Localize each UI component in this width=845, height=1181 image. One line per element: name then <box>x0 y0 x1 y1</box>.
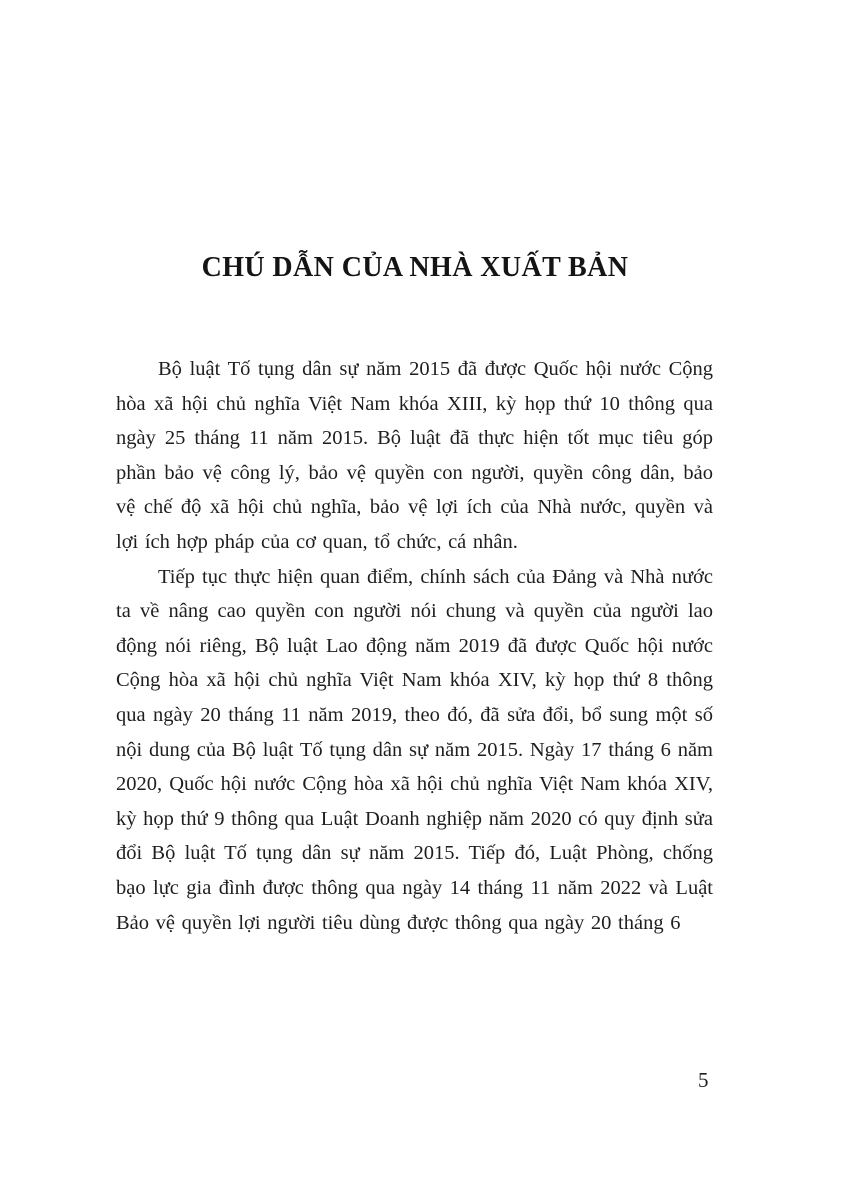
page-title: CHÚ DẪN CỦA NHÀ XUẤT BẢN <box>201 252 629 283</box>
paragraph: Bộ luật Tố tụng dân sự năm 2015 đã được Quốc hội nước Cộng hòa xã hội chủ nghĩa Việt Nam khóa XIII, kỳ họp thứ 10 thông qua ngày 25 tháng 11 năm 2015. Bộ luật đã thực hiện tốt mục tiêu góp phần bảo vệ công lý, bảo vệ quyền con người, quyền công dân, bảo vệ chế độ xã hội chủ nghĩa, bảo vệ lợi ích của Nhà nước, quyền và lợi ích hợp pháp của cơ quan, tổ chức, cá nhân. <box>116 358 713 553</box>
body-text <box>116 352 713 940</box>
page-number: 5 <box>698 1068 709 1092</box>
paragraph: Tiếp tục thực hiện quan điểm, chính sách của Đảng và Nhà nước ta về nâng cao quyền con người nói chung và quyền của người lao động nói riêng, Bộ luật Lao động năm 2019 đã được Quốc hội nước Cộng hòa xã hội chủ nghĩa Việt Nam khóa XIV, kỳ họp thứ 8 thông qua ngày 20 tháng 11 năm 2019, theo đó, đã sửa đổi, bổ sung một số nội dung của Bộ luật Tố tụng dân sự năm 2015. Ngày 17 tháng 6 năm 2020, Quốc hội nước Cộng hòa xã hội chủ nghĩa Việt Nam khóa XIV, kỳ họp thứ 9 thông qua Luật Doanh nghiệp năm 2020 có quy định sửa đổi Bộ luật Tố tụng dân sự năm 2015. Tiếp đó, Luật Phòng, chống bạo lực gia đình được thông qua ngày 14 tháng 11 năm 2022 và Luật Bảo vệ quyền lợi người tiêu dùng được thông qua ngày 20 tháng 6 <box>116 565 713 934</box>
